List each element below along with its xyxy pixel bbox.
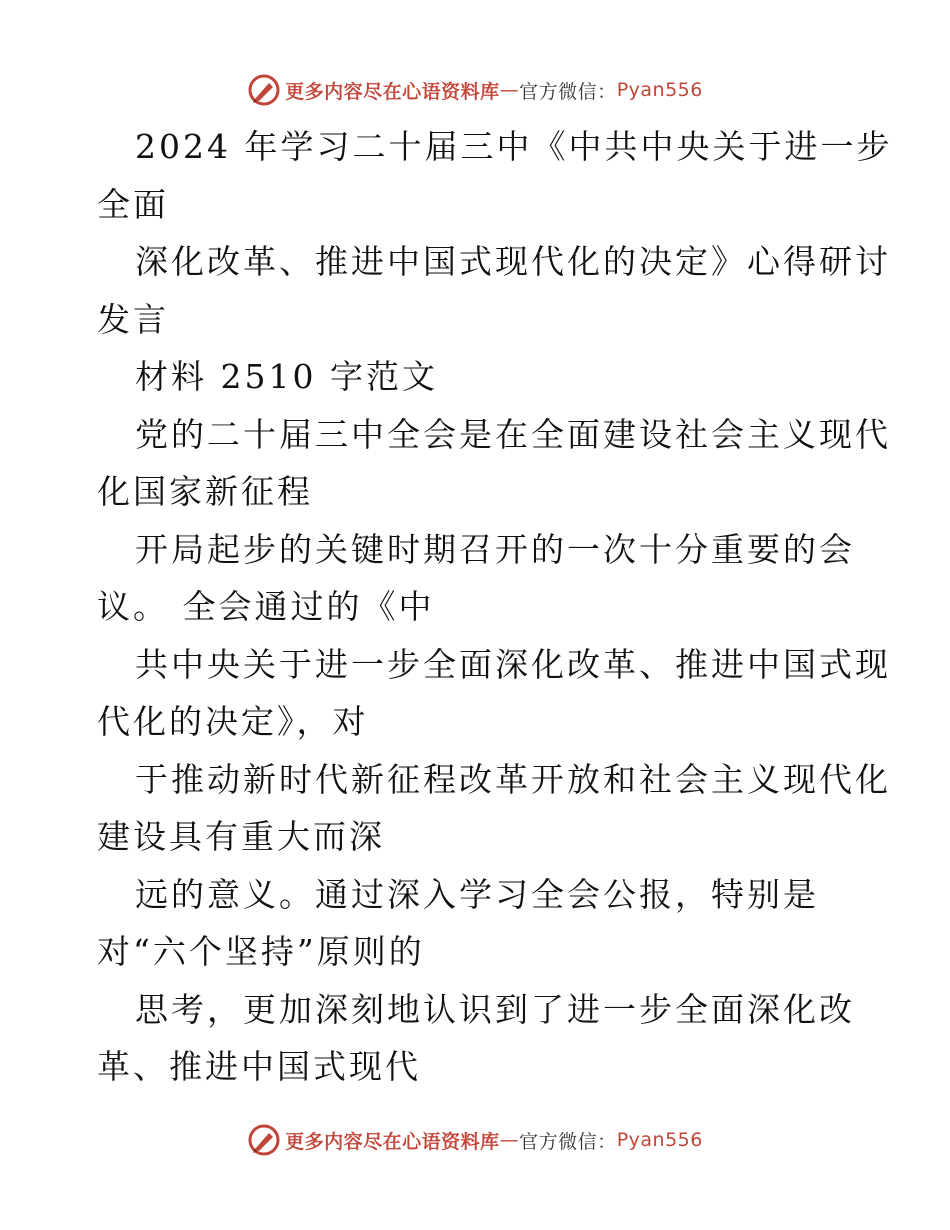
body-line-6: 代化的决定》，对 xyxy=(97,702,369,741)
body-line-11: 思考，更加深刻地认识到了进一步全面深化改 xyxy=(135,989,855,1029)
pen-logo-icon xyxy=(247,1123,281,1157)
watermark-text xyxy=(285,77,703,104)
header-watermark xyxy=(247,73,703,107)
watermark-wechat-id: Pyan556 xyxy=(616,1129,703,1151)
body-line-4: 议。 全会通过的《中 xyxy=(97,587,435,626)
body-line-10: 对“六个坚持”原则的 xyxy=(97,932,425,971)
watermark-wechat-id: Pyan556 xyxy=(616,79,703,101)
body-line-5: 共中央关于进一步全面深化改革、推进中国式现 xyxy=(135,644,891,684)
document-body xyxy=(97,118,893,1096)
body-line-9: 远的意义。通过深入学习全会公报，特别是 xyxy=(135,874,819,914)
watermark-text xyxy=(285,1127,703,1154)
watermark-slogan: 更多内容尽在心语资料库 xyxy=(285,1130,500,1153)
watermark-dash: — xyxy=(499,1129,520,1151)
title-line-4: 发言 xyxy=(97,299,169,339)
body-line-12: 革、推进中国式现代 xyxy=(97,1047,421,1086)
watermark-slogan: 更多内容尽在心语资料库 xyxy=(285,80,500,103)
pen-logo-icon xyxy=(247,73,281,107)
body-line-8: 建设具有重大而深 xyxy=(97,817,385,856)
footer-watermark xyxy=(247,1123,703,1157)
header-watermark-banner xyxy=(0,70,950,110)
watermark-wechat-label: 官方微信： xyxy=(519,80,617,103)
title-line-3: 深化改革、推进中国式现代化的决定》心得研讨 xyxy=(135,242,891,281)
body-line-7: 于推动新时代新征程改革开放和社会主义现代化 xyxy=(135,759,891,799)
title-line-1: 2024 年学习二十届三中《中共中央关于进一步 xyxy=(135,127,893,166)
title-line-5: 材料 2510 字范文 xyxy=(135,357,438,396)
watermark-dash: — xyxy=(499,79,520,101)
body-line-1: 党的二十届三中全会是在全面建设社会主义现代 xyxy=(135,414,891,454)
body-line-2: 化国家新征程 xyxy=(97,472,313,511)
body-line-3: 开局起步的关键时期召开的一次十分重要的会 xyxy=(135,529,855,569)
watermark-wechat-label: 官方微信： xyxy=(519,1130,617,1153)
title-line-2: 全面 xyxy=(97,184,169,224)
footer-watermark-banner xyxy=(0,1120,950,1160)
